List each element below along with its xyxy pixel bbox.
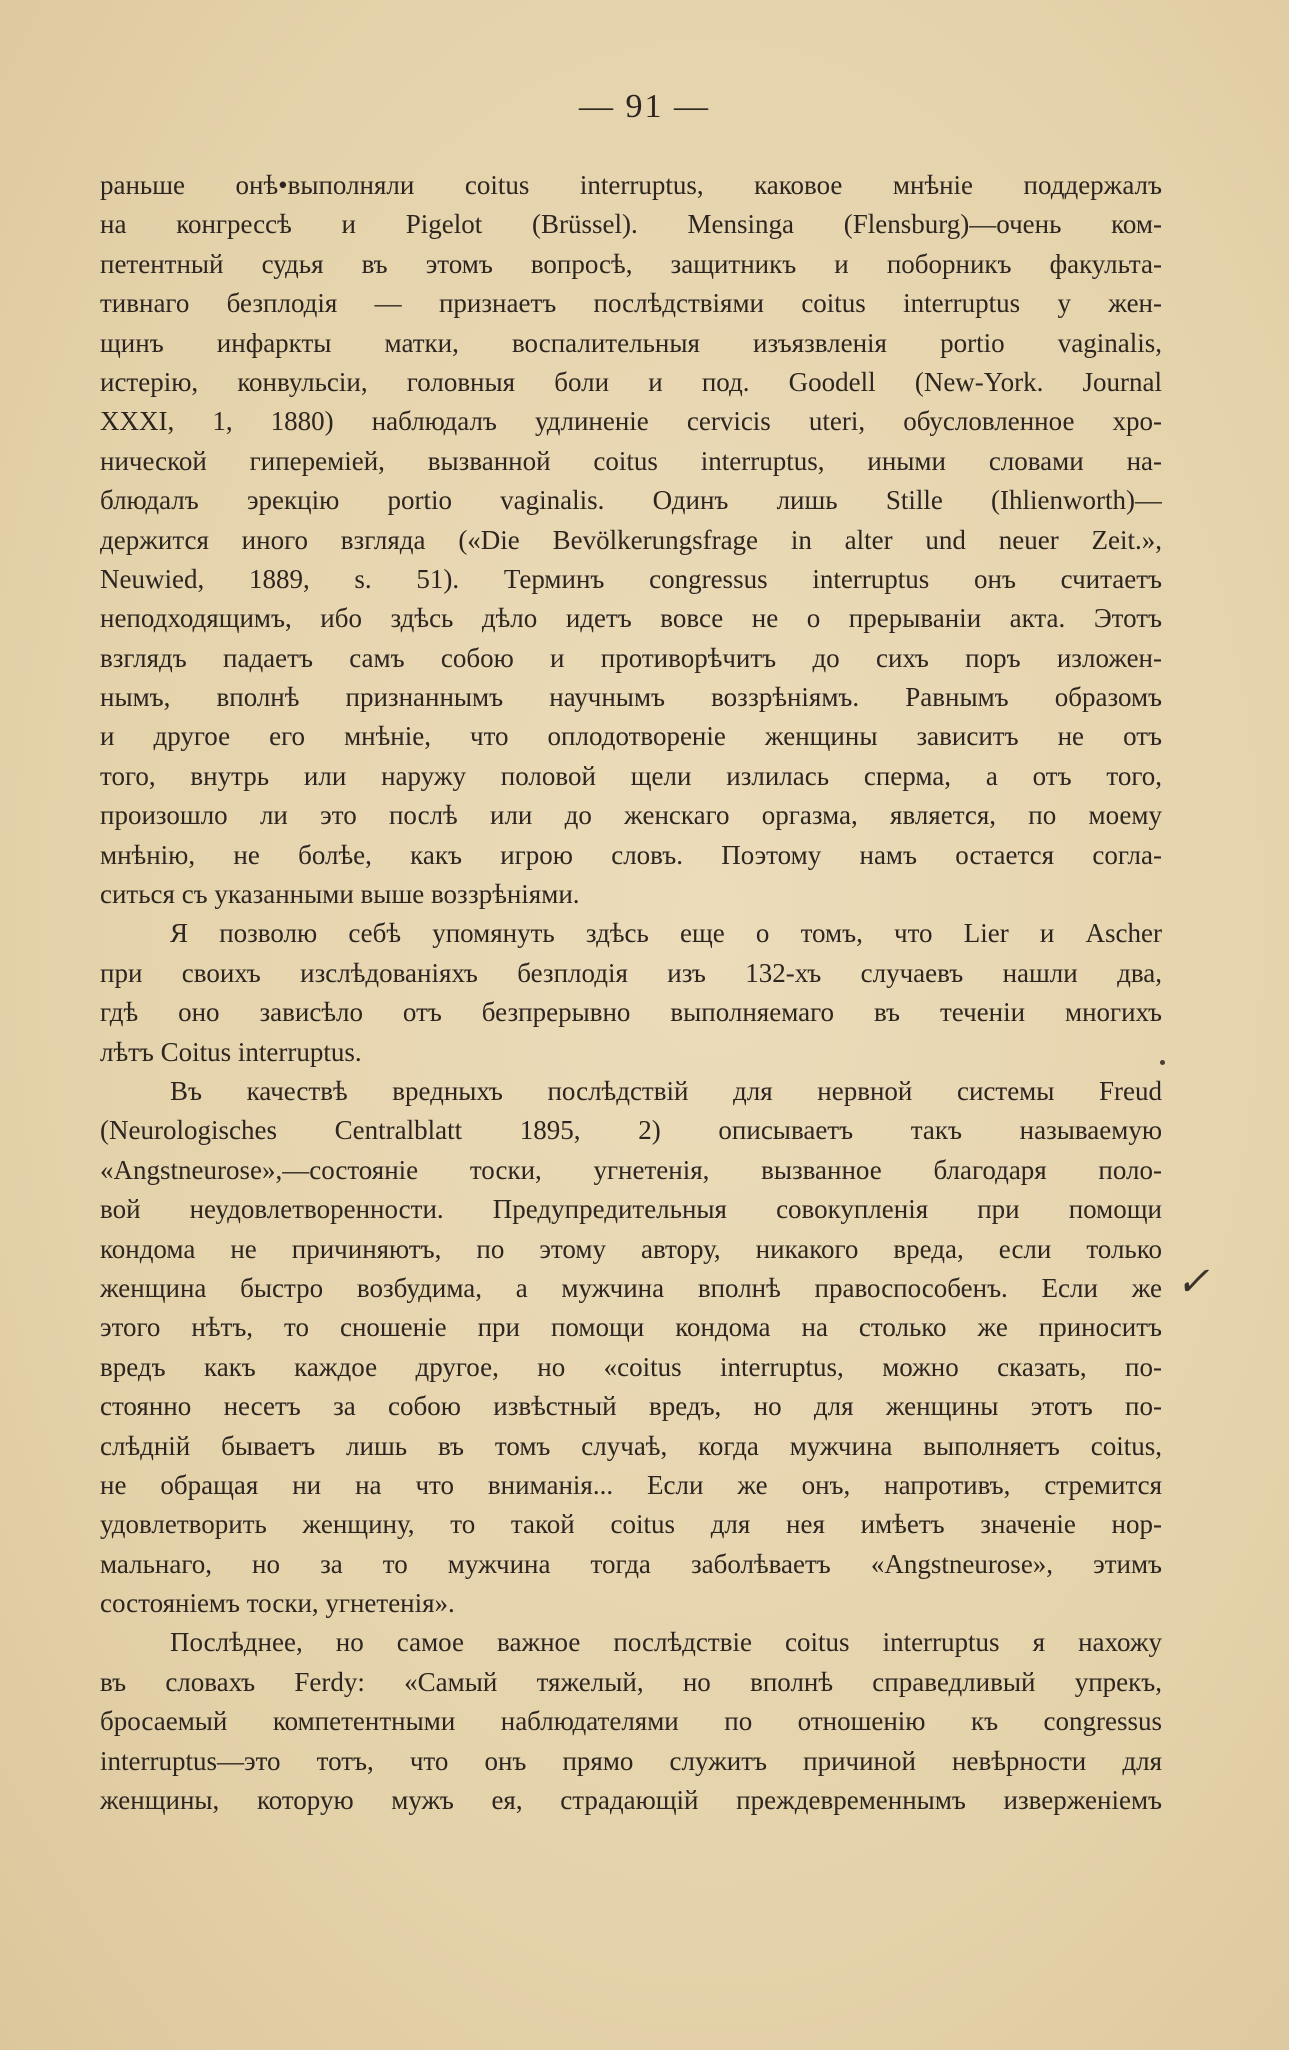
text-line: того, внутрь или наружу половой щели излилась сперма, а отъ того, [100, 760, 1162, 791]
body-text [100, 166, 1162, 1820]
text-line: взглядъ падаетъ самъ собою и противорѣчитъ до сихъ поръ изложен- [100, 642, 1162, 673]
text-line: женщины, которую мужъ ея, страдающій преждевременнымъ изверженіемъ [100, 1785, 1162, 1816]
text-line: нической гипереміей, вызванной coitus interruptus, иными словами на- [100, 445, 1162, 476]
text-line: вредъ какъ каждое другое, но «coitus interruptus, можно сказать, по- [100, 1351, 1162, 1382]
text-line: женщина быстро возбудима, а мужчина вполнѣ правоспособенъ. Если же [100, 1272, 1162, 1303]
checkmark-icon: ✓ [1176, 1259, 1210, 1304]
text-line: Neuwied, 1889, s. 51). Терминъ congressus interruptus онъ считаетъ [100, 563, 1162, 594]
text-line: произошло ли это послѣ или до женскаго оргазма, является, по моему [100, 800, 1162, 831]
text-line: вой неудовлетворенности. Предупредительныя совокупленія при помощи [100, 1194, 1162, 1225]
text-line: слѣдній бываетъ лишь въ томъ случаѣ, когда мужчина выполняетъ coitus, [100, 1430, 1162, 1461]
text-line: Послѣднее, но самое важное послѣдствіе coitus interruptus я нахожу [170, 1627, 1162, 1658]
text-line: блюдалъ эрекцію portio vaginalis. Одинъ лишь Stille (Ihlienworth)— [100, 485, 1162, 516]
text-line: нымъ, вполнѣ признаннымъ научнымъ воззрѣніямъ. Равнымъ образомъ [100, 682, 1162, 713]
text-line: въ словахъ Ferdy: «Самый тяжелый, но вполнѣ справедливый упрекъ, [100, 1666, 1162, 1697]
text-line: Я позволю себѣ упомянуть здѣсь еще о томъ, что Lier и Ascher [170, 918, 1162, 949]
text-line: при своихъ изслѣдованіяхъ безплодія изъ 132-хъ случаевъ нашли два, [100, 957, 1162, 988]
text-line: истерію, конвульсіи, головныя боли и под. Goodell (New-York. Journal [100, 366, 1162, 397]
text-line: гдѣ оно зависѣло отъ безпрерывно выполняемаго въ теченіи многихъ [100, 997, 1162, 1028]
page-number: — 91 — [579, 88, 710, 125]
text-line: щинъ инфаркты матки, воспалительныя изъязвленія portio vaginalis, [100, 327, 1162, 358]
text-line: неподходящимъ, ибо здѣсь дѣло идетъ вовсе не о прерываніи акта. Этотъ [100, 603, 1162, 634]
text-line: ситься съ указанными выше воззрѣніями. [100, 879, 580, 910]
text-line: interruptus—это тотъ, что онъ прямо служитъ причиной невѣрности для [100, 1745, 1162, 1776]
text-line: лѣтъ Coitus interruptus. [100, 1036, 362, 1067]
text-line: состояніемъ тоски, угнетенія». [100, 1588, 455, 1619]
text-line: держится иного взгляда («Die Bevölkerungsfrage in alter und neuer Zeit.», [100, 524, 1162, 555]
text-line: и другое его мнѣніе, что оплодотвореніе женщины зависитъ не отъ [100, 721, 1162, 752]
text-line: стоянно несетъ за собою извѣстный вредъ, но для женщины этотъ по- [100, 1391, 1162, 1422]
text-line: на конгрессѣ и Pigelot (Brüssel). Mensinga (Flensburg)—очень ком- [100, 209, 1162, 240]
text-line: кондома не причиняютъ, по этому автору, никакого вреда, если только [100, 1233, 1162, 1264]
text-line: «Angstneurose»,—состояніе тоски, угнетенія, вызванное благодаря поло- [100, 1154, 1162, 1185]
text-line: Въ качествѣ вредныхъ послѣдствій для нервной системы Freud [170, 1075, 1162, 1106]
text-line: петентный судья въ этомъ вопросѣ, защитникъ и поборникъ факульта- [100, 248, 1162, 279]
text-line: этого нѣтъ, то сношеніе при помощи кондома на столько же приноситъ [100, 1312, 1162, 1343]
ink-dot-mark [1160, 1060, 1165, 1065]
text-line: не обращая ни на что вниманія... Если же онъ, напротивъ, стремится [100, 1469, 1162, 1500]
text-line: удовлетворить женщину, то такой coitus для нея имѣетъ значеніе нор- [100, 1509, 1162, 1540]
text-line: бросаемый компетентными наблюдателями по отношенію къ congressus [100, 1706, 1162, 1737]
text-line: раньше онѣ•выполняли coitus interruptus, каковое мнѣніе поддержалъ [100, 170, 1162, 200]
text-line: тивнаго безплодія — признаетъ послѣдствіями coitus interruptus у жен- [100, 288, 1162, 319]
text-line: XXXI, 1, 1880) наблюдалъ удлиненіе cervicis uteri, обусловленное хро- [100, 406, 1162, 437]
text-line: мнѣнію, не болѣе, какъ игрою словъ. Поэтому намъ остается согла- [100, 839, 1162, 870]
text-line: мальнаго, но за то мужчина тогда заболѣваетъ «Angstneurose», этимъ [100, 1548, 1162, 1579]
text-line: (Neurologisches Centralblatt 1895, 2) описываетъ такъ называемую [100, 1115, 1162, 1146]
